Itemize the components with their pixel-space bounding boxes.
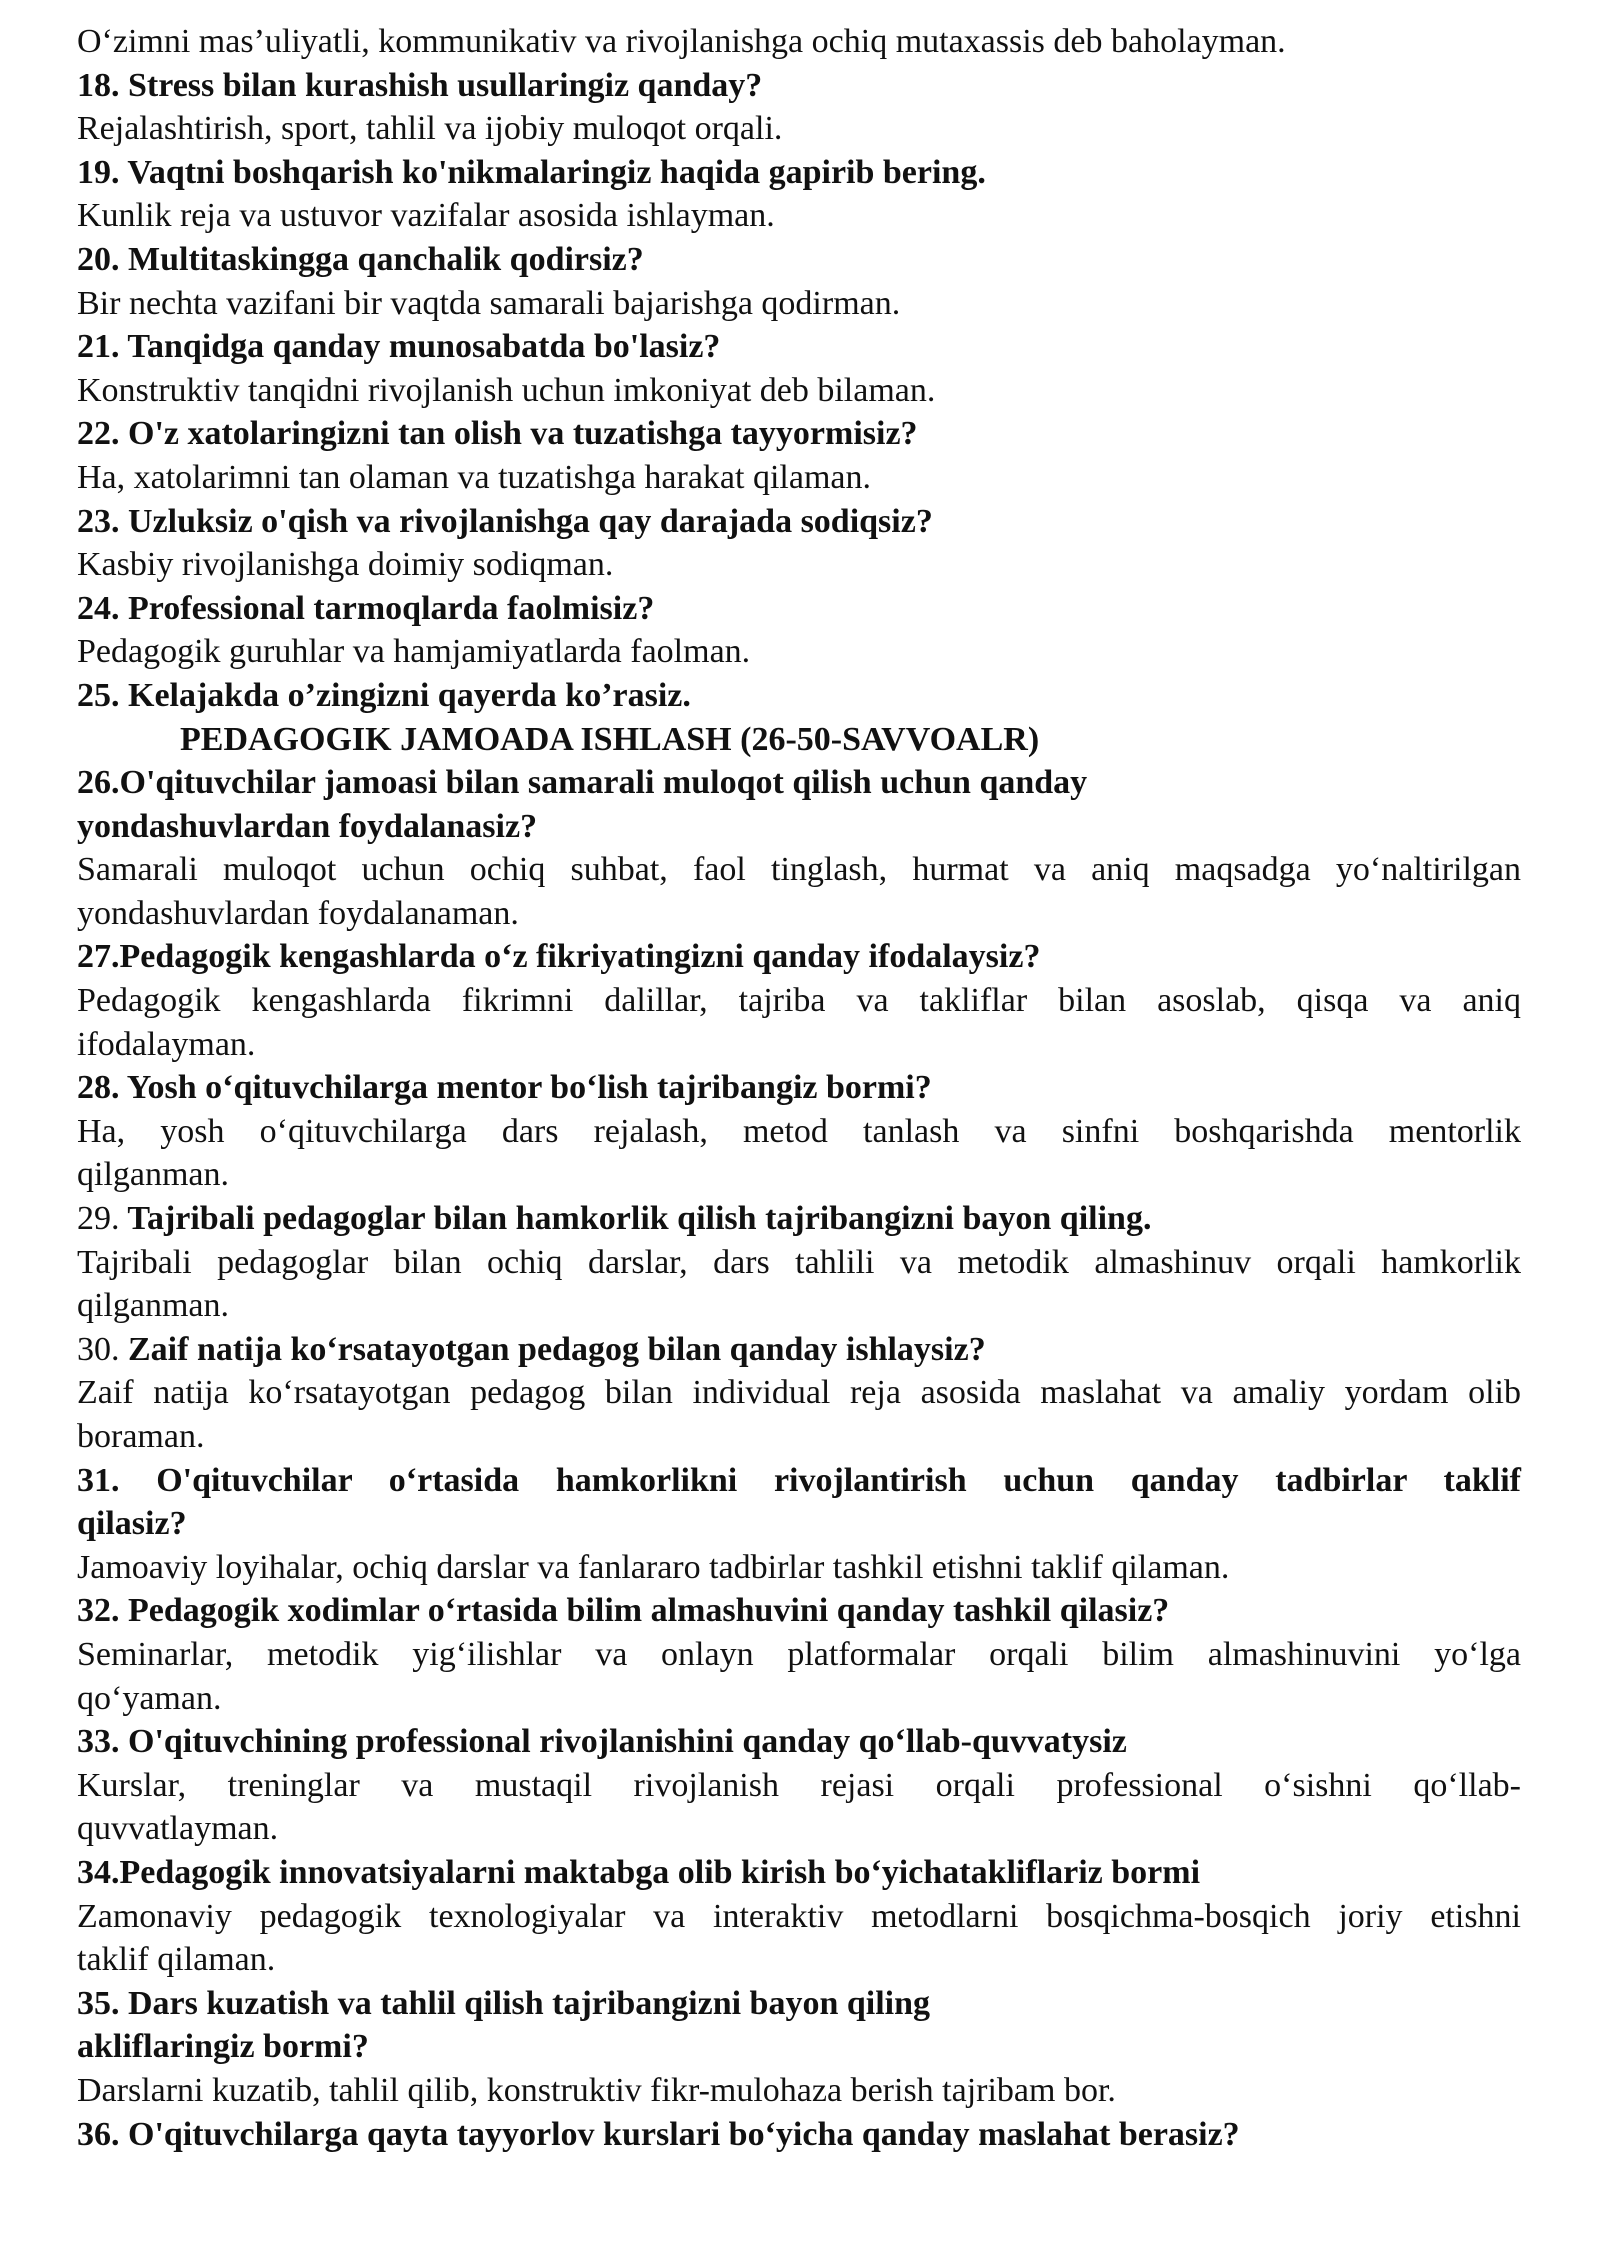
answer-23: Kasbiy rivojlanishga doimiy sodiqman. (77, 546, 614, 584)
question-22: 22. O'z xatolaringizni tan olish va tuzatishga tayyormisiz? (77, 415, 918, 453)
answer-33: Kurslar, treninglar va mustaqil rivojlanish rejasi orqali professional o‘sishni qo‘llab- (77, 1766, 1521, 1804)
question-35-cont: akliflaringiz bormi? (77, 2028, 369, 2066)
question-23: 23. Uzluksiz o'qish va rivojlanishga qay darajada sodiqsiz? (77, 502, 933, 540)
answer-28-cont: qilganman. (77, 1156, 230, 1194)
question-32: 32. Pedagogik xodimlar o‘rtasida bilim almashuvini qanday tashkil qilasiz? (77, 1592, 1170, 1630)
question-35: 35. Dars kuzatish va tahlil qilish tajribangizni bayon qiling (77, 1984, 931, 2022)
question-29 (77, 1197, 1521, 1241)
document-page (77, 20, 1521, 2156)
question-21: 21. Tanqidga qanday munosabatda bo'lasiz? (77, 328, 721, 366)
answer-33-cont: quvvatlayman. (77, 1810, 279, 1848)
answer-30: Zaif natija ko‘rsatayotgan pedagog bilan individual reja asosida maslahat va amaliy yordam olib (77, 1374, 1521, 1412)
answer-20: Bir nechta vazifani bir vaqtda samarali bajarishga qodirman. (77, 284, 901, 322)
question-26-cont: yondashuvlardan foydalanasiz? (77, 807, 538, 845)
answer-29-cont: qilganman. (77, 1287, 230, 1325)
answer-26-cont: yondashuvlardan foydalanaman. (77, 894, 519, 932)
question-20: 20. Multitaskingga qanchalik qodirsiz? (77, 240, 644, 278)
question-25: 25. Kelajakda o’zingizni qayerda ko’rasiz. (77, 676, 691, 714)
question-24: 24. Professional tarmoqlarda faolmisiz? (77, 589, 655, 627)
answer-22: Ha, xatolarimni tan olaman va tuzatishga harakat qilaman. (77, 458, 871, 496)
answer-35: Darslarni kuzatib, tahlil qilib, konstruktiv fikr-mulohaza berish tajribam bor. (77, 2071, 1116, 2109)
question-27: 27.Pedagogik kengashlarda o‘z fikriyatingizni qanday ifodalaysiz? (77, 938, 1041, 976)
answer-34: Zamonaviy pedagogik texnologiyalar va interaktiv metodlarni bosqichma-bosqich joriy etishni (77, 1897, 1521, 1935)
answer-19: Kunlik reja va ustuvor vazifalar asosida ishlayman. (77, 197, 775, 235)
answer-18: Rejalashtirish, sport, tahlil va ijobiy muloqot orqali. (77, 110, 783, 148)
answer-line: O‘zimni mas’uliyatli, kommunikativ va rivojlanishga ochiq mutaxassis deb baholayman. (77, 23, 1286, 60)
answer-32-cont: qo‘yaman. (77, 1679, 222, 1717)
answer-24: Pedagogik guruhlar va hamjamiyatlarda faolman. (77, 633, 751, 671)
answer-27-cont: ifodalayman. (77, 1025, 256, 1063)
question-33: 33. O'qituvchining professional rivojlanishini qanday qo‘llab-quvvatysiz (77, 1723, 1127, 1761)
question-text: Zaif natija ko‘rsatayotgan pedagog bilan qanday ishlaysiz? (128, 1330, 986, 1368)
answer-34-cont: taklif qilaman. (77, 1941, 276, 1979)
question-34: 34.Pedagogik innovatsiyalarni maktabga olib kirish bo‘yichatakliflariz bormi (77, 1853, 1201, 1891)
question-36: 36. O'qituvchilarga qayta tayyorlov kurslari bo‘yicha qanday maslahat berasiz? (77, 2115, 1240, 2153)
question-26: 26.O'qituvchilar jamoasi bilan samarali muloqot qilish uchun qanday (77, 764, 1088, 802)
question-30 (77, 1328, 1521, 1372)
answer-27: Pedagogik kengashlarda fikrimni dalillar, tajriba va takliflar bilan asoslab, qisqa va aniq (77, 982, 1521, 1020)
question-18: 18. Stress bilan kurashish usullaringiz qanday? (77, 66, 763, 104)
question-28: 28. Yosh o‘qituvchilarga mentor bo‘lish tajribangiz bormi? (77, 1069, 932, 1107)
answer-32: Seminarlar, metodik yig‘ilishlar va onlayn platformalar orqali bilim almashinuvini yo‘lga (77, 1635, 1521, 1673)
question-31-cont: qilasiz? (77, 1505, 187, 1543)
question-text: Tajribali pedagoglar bilan hamkorlik qilish tajribangizni bayon qiling. (127, 1200, 1152, 1238)
question-19: 19. Vaqtni boshqarish ko'nikmalaringiz haqida gapirib bering. (77, 153, 986, 191)
question-31: 31. O'qituvchilar o‘rtasida hamkorlikni rivojlantirish uchun qanday tadbirlar taklif (77, 1461, 1521, 1499)
answer-28: Ha, yosh o‘qituvchilarga dars rejalash, metod tanlash va sinfni boshqarishda mentorlik (77, 1112, 1521, 1150)
answer-21: Konstruktiv tanqidni rivojlanish uchun imkoniyat deb bilaman. (77, 371, 936, 409)
answer-31: Jamoaviy loyihalar, ochiq darslar va fanlararo tadbirlar tashkil etishni taklif qilaman. (77, 1548, 1230, 1586)
answer-29: Tajribali pedagoglar bilan ochiq darslar, dars tahlili va metodik almashinuv orqali hamkorlik (77, 1243, 1521, 1281)
answer-26: Samarali muloqot uchun ochiq suhbat, faol tinglash, hurmat va aniq maqsadga yo‘naltirilgan (77, 851, 1521, 889)
question-number: 29. (77, 1200, 120, 1238)
section-heading: PEDAGOGIK JAMOADA ISHLASH (26-50-SAVVOALR) (180, 720, 1040, 758)
question-number: 30. (77, 1330, 120, 1368)
answer-30-cont: boraman. (77, 1418, 205, 1455)
